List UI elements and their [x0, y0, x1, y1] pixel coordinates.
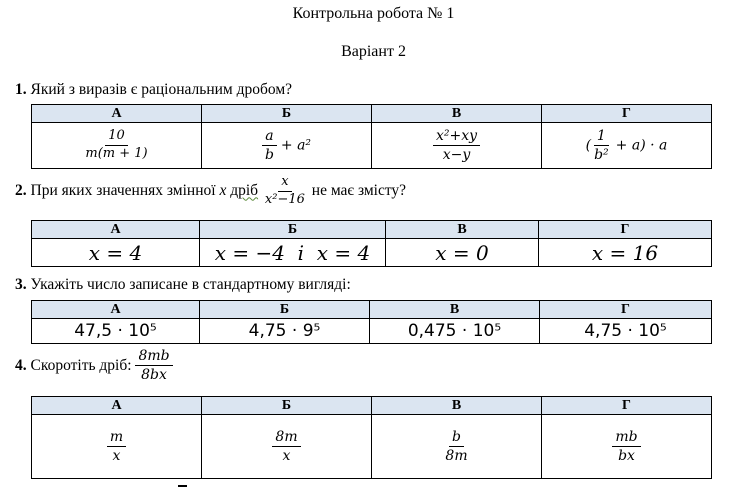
option-b [202, 123, 372, 169]
option-d [542, 123, 712, 169]
question-2 [15, 175, 406, 208]
question-text-end: не має змісту? [311, 182, 407, 200]
col-header-d: Г [542, 397, 712, 415]
answer-table-q4 [31, 396, 712, 479]
col-header-d: Г [539, 221, 712, 239]
fraction-denominator: m(m + 1) [85, 146, 148, 161]
option-c [372, 415, 542, 479]
col-header-d: Г [542, 105, 712, 123]
answer-table-q3 [31, 300, 712, 344]
question-1 [15, 81, 292, 99]
fraction-denominator: x [112, 448, 121, 464]
fraction-denominator: x²−16 [264, 191, 305, 207]
option-a: x = 4 [32, 239, 200, 267]
fraction-denominator: bx [618, 448, 635, 464]
question-3 [15, 276, 351, 294]
fraction-numerator: mb [612, 429, 640, 447]
question-text: При яких значеннях змінної [30, 182, 216, 200]
fraction-denominator: x [282, 448, 291, 464]
col-header-a: А [32, 301, 200, 319]
expression-open: ( [585, 137, 592, 154]
col-header-b: Б [202, 105, 372, 123]
col-header-d: Г [540, 301, 712, 319]
fraction-denominator: 8m [445, 448, 468, 464]
col-header-c: В [372, 105, 542, 123]
col-header-b: Б [202, 397, 372, 415]
option-c [372, 123, 542, 169]
fraction-denominator: b [264, 147, 274, 163]
answer-table-q2 [31, 220, 712, 267]
col-header-a: А [32, 221, 200, 239]
fraction-denominator: x−y [442, 147, 471, 163]
option-d: 4,75 · 10⁵ [540, 319, 712, 344]
word-drib: дріб [230, 182, 259, 200]
expression-tail: + a) · a [615, 137, 668, 154]
expression-tail: + a² [280, 137, 312, 154]
option-a [32, 123, 202, 169]
fraction-numerator: 1 [594, 128, 609, 146]
question-number: 1. [15, 81, 27, 98]
stray-mark [178, 485, 187, 487]
question-text: Укажіть число записане в стандартному вигляді: [30, 276, 351, 293]
option-c: 0,475 · 10⁵ [370, 319, 540, 344]
fraction-numerator: m [107, 429, 126, 447]
fraction-denominator: b² [594, 147, 609, 163]
option-a [32, 415, 202, 479]
col-header-b: Б [200, 301, 370, 319]
option-b: x = −4 і x = 4 [200, 239, 386, 267]
col-header-c: В [370, 301, 540, 319]
question-text: Скоротіть дріб: [30, 356, 132, 374]
question-number: 3. [15, 276, 27, 293]
fraction-numerator: b [449, 429, 464, 447]
question-number: 2. [15, 182, 27, 200]
question-4 [15, 348, 173, 383]
fraction-numerator: 10 [105, 129, 128, 146]
question-number: 4. [15, 356, 27, 374]
fraction-numerator: x²+xy [433, 128, 480, 146]
option-d [542, 415, 712, 479]
option-b: 4,75 · 9⁵ [200, 319, 370, 344]
option-a: 47,5 · 10⁵ [32, 319, 200, 344]
option-b [202, 415, 372, 479]
fraction-denominator: 8bx [141, 367, 167, 384]
col-header-b: Б [200, 221, 386, 239]
col-header-c: В [372, 397, 542, 415]
answer-table-q1 [31, 104, 712, 169]
fraction-numerator: 8m [272, 429, 300, 447]
col-header-a: А [32, 397, 202, 415]
document-title: Контрольна робота № 1 [292, 5, 455, 22]
col-header-c: В [386, 221, 539, 239]
fraction-numerator: 8mb [135, 348, 172, 366]
fraction-numerator: x [278, 175, 291, 192]
variant-title: Варіант 2 [341, 43, 406, 60]
fraction-numerator: a [262, 128, 276, 146]
option-d: x = 16 [539, 239, 712, 267]
variable-x: x [219, 182, 227, 200]
question-text: Який з виразів є раціональним дробом? [30, 81, 293, 98]
col-header-a: А [32, 105, 202, 123]
option-c: x = 0 [386, 239, 539, 267]
